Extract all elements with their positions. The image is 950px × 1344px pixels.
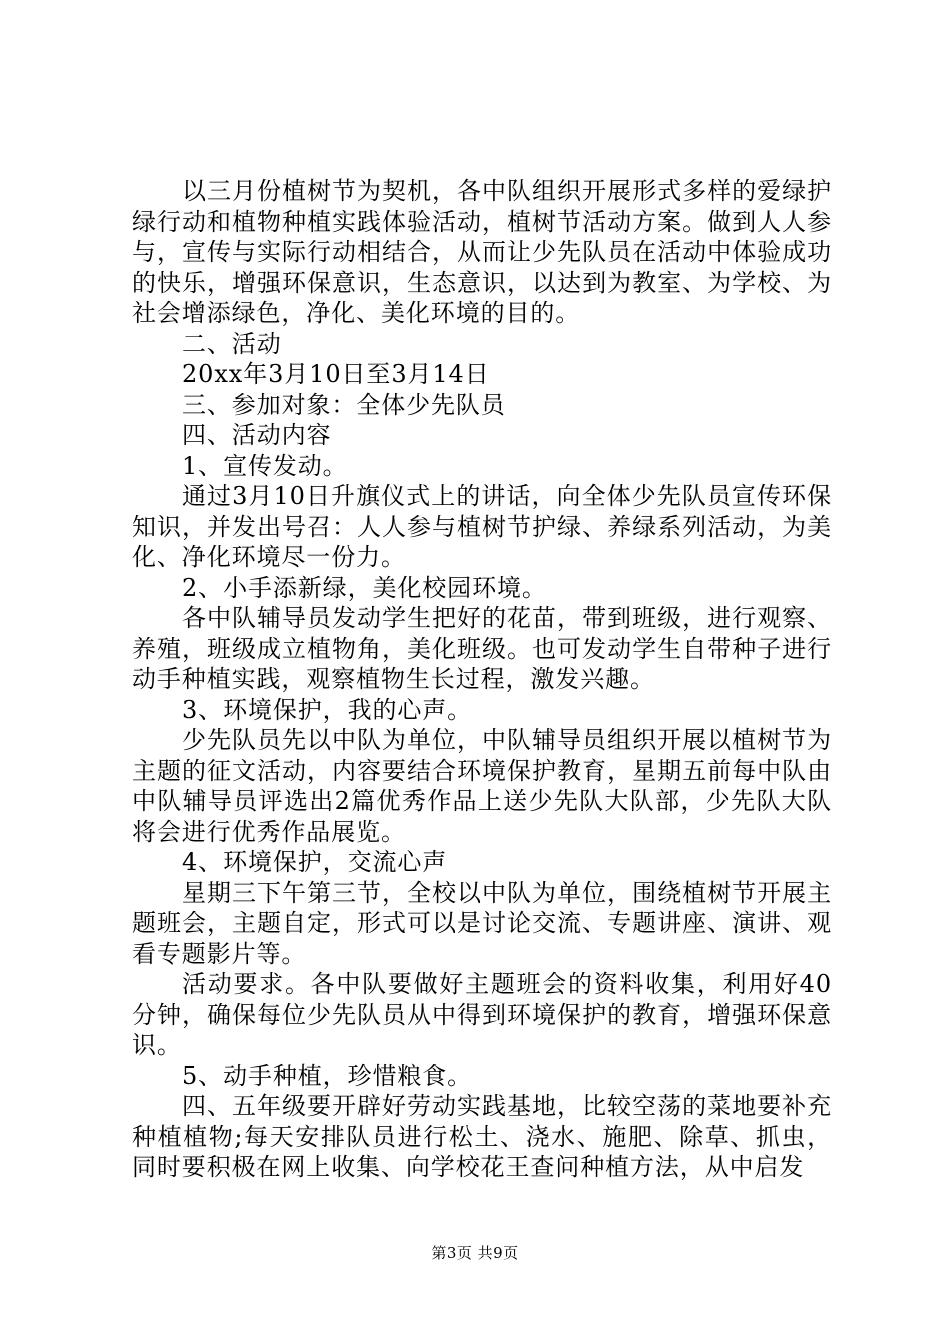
item-4-requirements: 活动要求。各中队要做好主题班会的资料收集，利用好40分钟，确保每位少先队员从中得到环境保护的教育，增强环保意识。 [132,970,832,1059]
item-1-heading: 1、宣传发动。 [182,451,348,480]
item-1-body: 通过3月10日升旗仪式上的讲话，向全体少先队员宣传环保知识，并发出号召：人人参与植树节护绿、养绿系列活动，为美化、净化环境尽一份力。 [132,482,832,571]
item-5-body: 四、五年级要开辟好劳动实践基地，比较空荡的菜地要补充种植植物;每天安排队员进行松土、浇水、施肥、除草、抓虫，同时要积极在网上收集、向学校花王查问种植方法，从中启发 [132,1092,832,1181]
item-4-body: 星期三下午第三节，全校以中队为单位，围绕植树节开展主题班会，主题自定，形式可以是讨论交流、专题讲座、演讲、观看专题影片等。 [132,878,832,968]
item-3-body: 少先队员先以中队为单位，中队辅导员组织开展以植树节为主题的征文活动，内容要结合环境保护教育，星期五前每中队由中队辅导员评选出2篇优秀作品上送少先队大队部，少先队大队将会进行优秀作品展览。 [132,726,832,846]
item-4-heading: 4、环境保护，交流心声 [182,848,448,876]
heading-activity: 二、活动 [182,329,282,358]
item-2-body: 各中队辅导员发动学生把好的花苗，带到班级，进行观察、养殖，班级成立植物角，美化班级。也可发动学生自带种子进行动手种植实践，观察植物生长过程，激发兴趣。 [132,604,832,693]
page-footer: 第3页 共9页 [431,1244,519,1262]
heading-participants: 三、参加对象：全体少先队员 [182,390,506,419]
item-2-heading: 2、小手添新绿，美化校园环境。 [182,573,547,602]
item-5-heading: 5、动手种植，珍惜粮食。 [182,1061,473,1090]
paragraph-intro: 以三月份植树节为契机，各中队组织开展形式多样的爱绿护绿行动和植物种植实践体验活动，植树节活动方案。做到人人参与，宣传与实际行动相结合，从而让少先队员在活动中体验成功的快乐，增强环保意识，生态意识，以达到为教室、为学校、为社会增添绿色，净化、美化环境的目的。 [132,177,832,327]
item-3-heading: 3、环境保护，我的心声。 [182,695,473,724]
heading-activity-content: 四、活动内容 [182,421,332,449]
document-body [132,176,832,1183]
activity-date: 20xx年3月10日至3月14日 [182,360,490,388]
